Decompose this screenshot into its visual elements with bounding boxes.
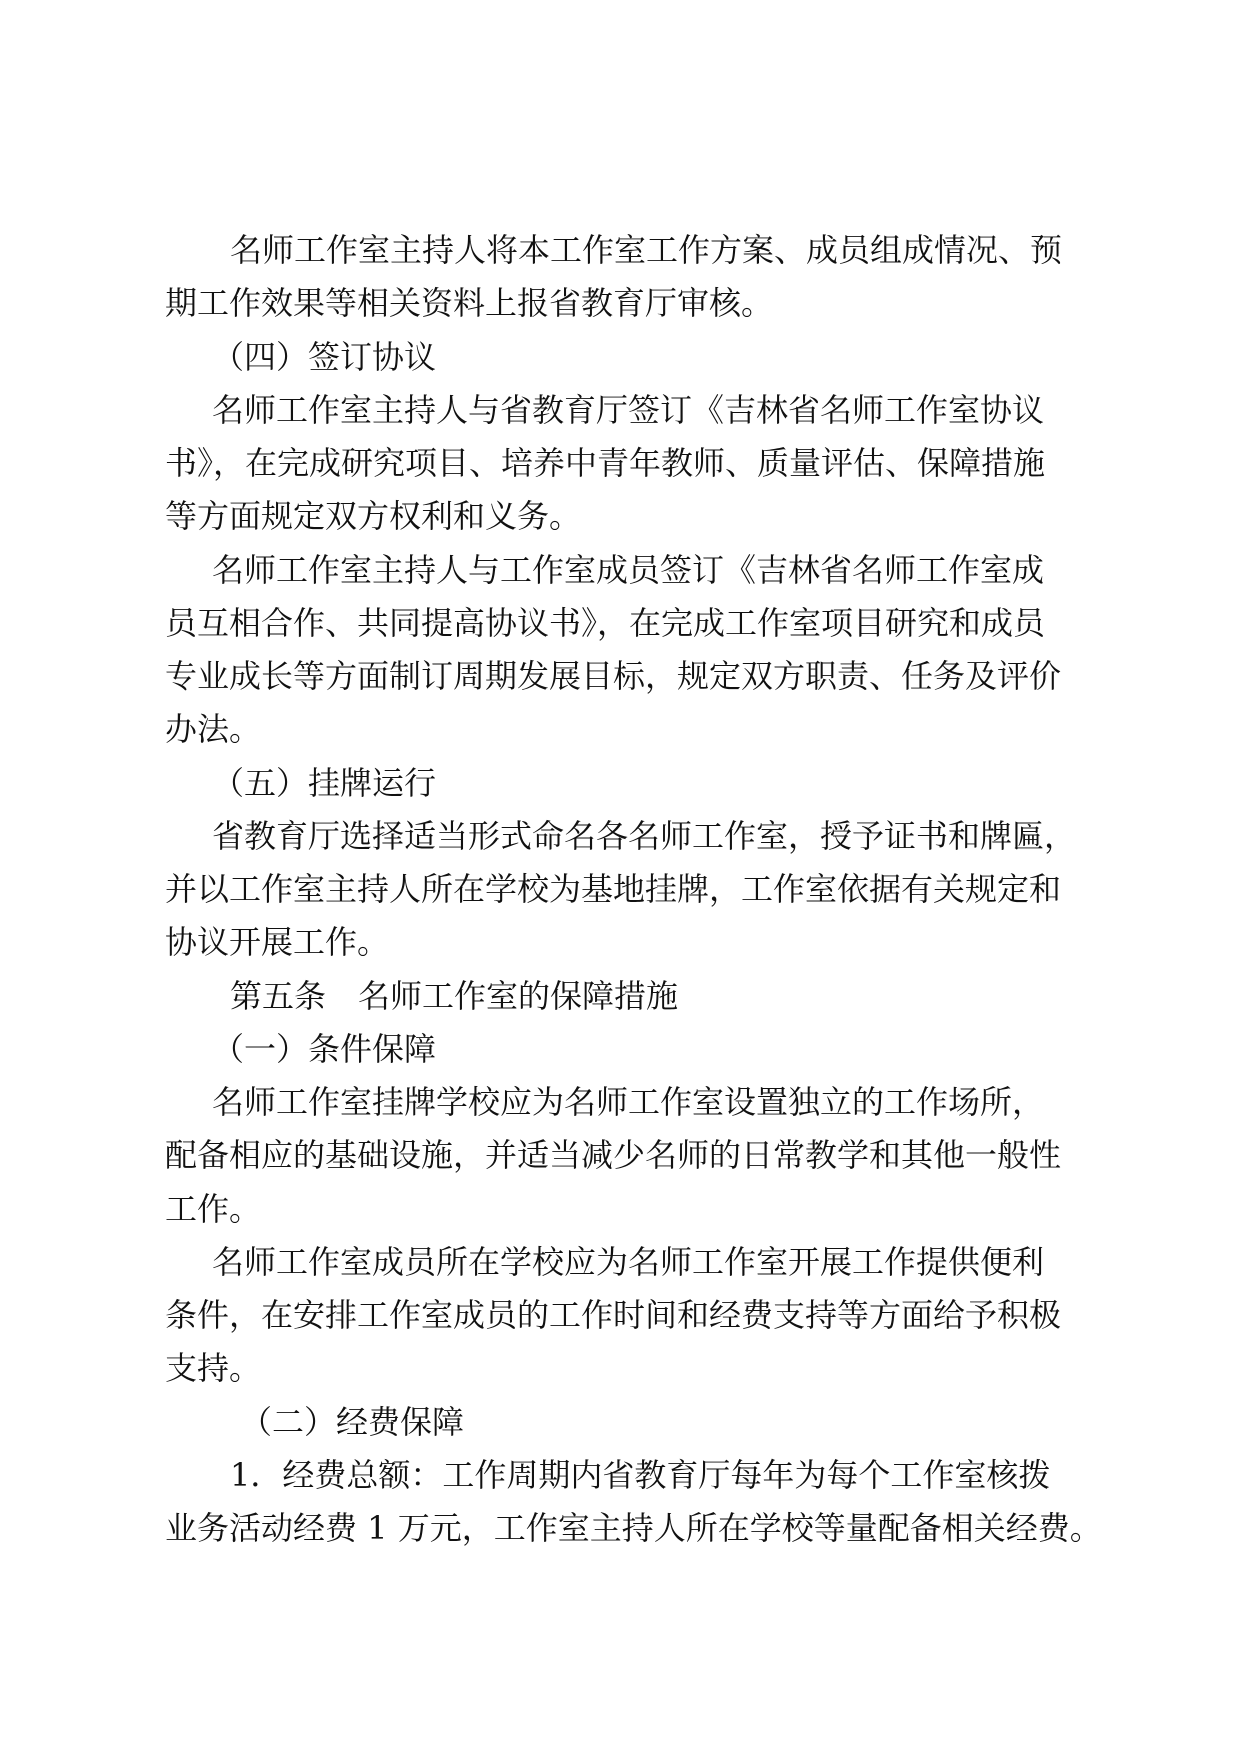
paragraph-line: 条件，在安排工作室成员的工作时间和经费支持等方面给予积极 bbox=[165, 1296, 1062, 1334]
paragraph-line: 协议开展工作。 bbox=[165, 923, 390, 961]
paragraph-line: 名师工作室成员所在学校应为名师工作室开展工作提供便利 bbox=[212, 1243, 1045, 1281]
article-heading: 第五条 名师工作室的保障措施 bbox=[230, 977, 679, 1015]
paragraph-line: 名师工作室主持人将本工作室工作方案、成员组成情况、预 bbox=[230, 231, 1063, 269]
section-heading: （二）经费保障 bbox=[240, 1403, 465, 1441]
paragraph-line: 员互相合作、共同提高协议书》，在完成工作室项目研究和成员 bbox=[165, 604, 1046, 642]
paragraph-line: 支持。 bbox=[165, 1349, 262, 1387]
paragraph-line: 名师工作室主持人与省教育厅签订《吉林省名师工作室协议 bbox=[212, 391, 1045, 429]
section-heading: （一）条件保障 bbox=[212, 1030, 437, 1068]
paragraph-line: 配备相应的基础设施，并适当减少名师的日常教学和其他一般性 bbox=[165, 1136, 1062, 1174]
paragraph-line: 期工作效果等相关资料上报省教育厅审核。 bbox=[165, 284, 774, 322]
paragraph-line: 名师工作室挂牌学校应为名师工作室设置独立的工作场所， bbox=[212, 1083, 1045, 1121]
paragraph-line: 专业成长等方面制订周期发展目标，规定双方职责、任务及评价 bbox=[165, 657, 1062, 695]
paragraph-line: 省教育厅选择适当形式命名各名师工作室，授予证书和牌匾， bbox=[212, 817, 1077, 855]
section-heading: （四）签订协议 bbox=[212, 338, 437, 376]
paragraph-line: 等方面规定双方权利和义务。 bbox=[165, 497, 582, 535]
paragraph-line: 办法。 bbox=[165, 710, 262, 748]
section-heading: （五）挂牌运行 bbox=[212, 764, 437, 802]
paragraph-line: 工作。 bbox=[165, 1190, 262, 1228]
paragraph-line: 书》，在完成研究项目、培养中青年教师、质量评估、保障措施 bbox=[165, 444, 1046, 482]
paragraph-line: 业务活动经费 1 万元，工作室主持人所在学校等量配备相关经费。 bbox=[165, 1509, 1102, 1547]
paragraph-line: 并以工作室主持人所在学校为基地挂牌，工作室依据有关规定和 bbox=[165, 870, 1062, 908]
paragraph-line: 名师工作室主持人与工作室成员签订《吉林省名师工作室成 bbox=[212, 551, 1045, 589]
paragraph-line: 1．经费总额：工作周期内省教育厅每年为每个工作室核拨 bbox=[230, 1456, 1051, 1494]
